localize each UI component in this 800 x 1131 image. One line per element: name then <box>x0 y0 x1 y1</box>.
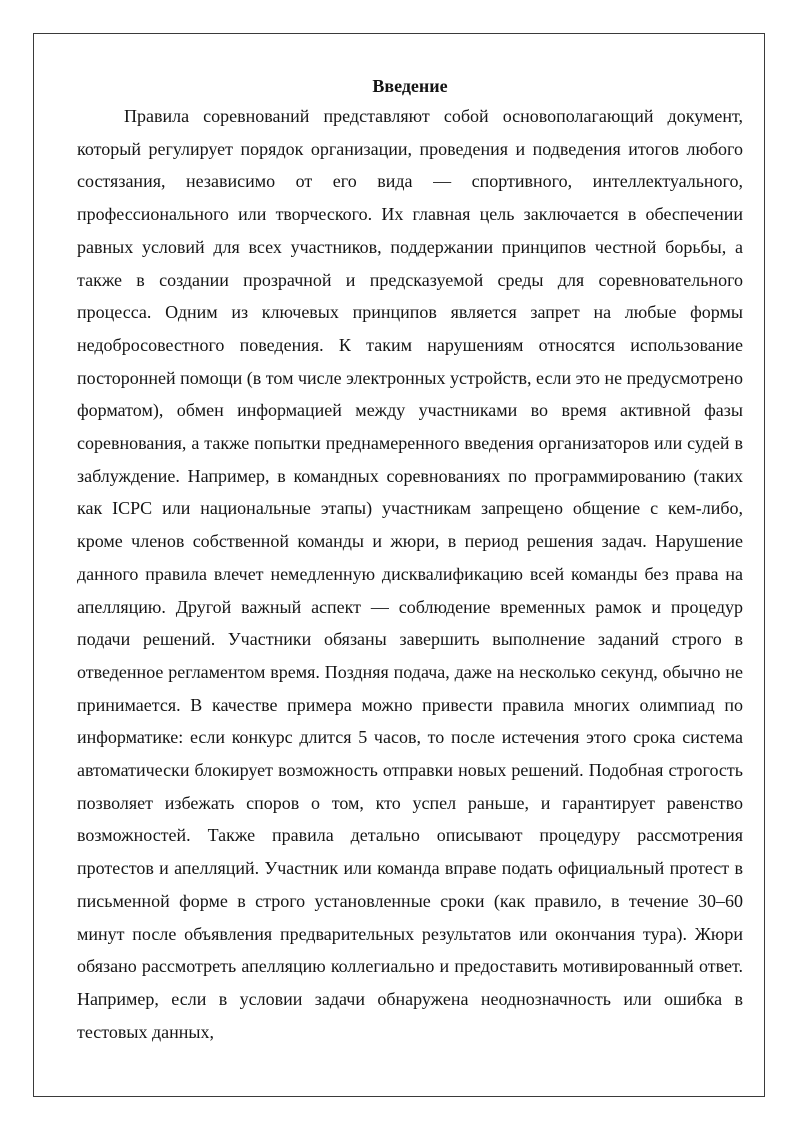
body-paragraph: Правила соревнований представляют собой основополагающий документ, который регулирует порядок организации, проведения и подведения итогов любого состязания, независимо от его вида — спортивного, интеллектуального, профессионального или творческого. Их главная цель заключается в обеспечении равных условий для всех участников, поддержании принципов честной борьбы, а также в создании прозрачной и предсказуемой среды для соревновательного процесса. Одним из ключевых принципов является запрет на любые формы недобросовестного поведения. К таким нарушениям относятся использование посторонней помощи (в том числе электронных устройств, если это не предусмотрено форматом), обмен информацией между участниками во время активной фазы соревнования, а также попытки преднамеренного введения организаторов или судей в заблуждение. Например, в командных соревнованиях по программированию (таких как ICPC или национальные этапы) участникам запрещено общение с кем-либо, кроме членов собственной команды и жюри, в период решения задач. Нарушение данного правила влечет немедленную дисквалификацию всей команды без права на апелляцию. Другой важный аспект — соблюдение временных рамок и процедур подачи решений. Участники обязаны завершить выполнение заданий строго в отведенное регламентом время. Поздняя подача, даже на несколько секунд, обычно не принимается. В качестве примера можно привести правила многих олимпиад по информатике: если конкурс длится 5 часов, то после истечения этого срока система автоматически блокирует возможность отправки новых решений. Подобная строгость позволяет избежать споров о том, кто успел раньше, и гарантирует равенство возможностей. Также правила детально описывают процедуру рассмотрения протестов и апелляций. Участник или команда вправе подать официальный протест в письменной форме в строго установленные сроки (как правило, в течение 30–60 минут после объявления предварительных результатов или окончания тура). Жюри обязано рассмотреть апелляцию коллегиально и предоставить мотивированный ответ. Например, если в условии задачи обнаружена неоднозначность или ошибка в тестовых данных, <box>77 106 743 1042</box>
document-body <box>77 72 743 1048</box>
section-heading: Введение <box>372 76 448 96</box>
